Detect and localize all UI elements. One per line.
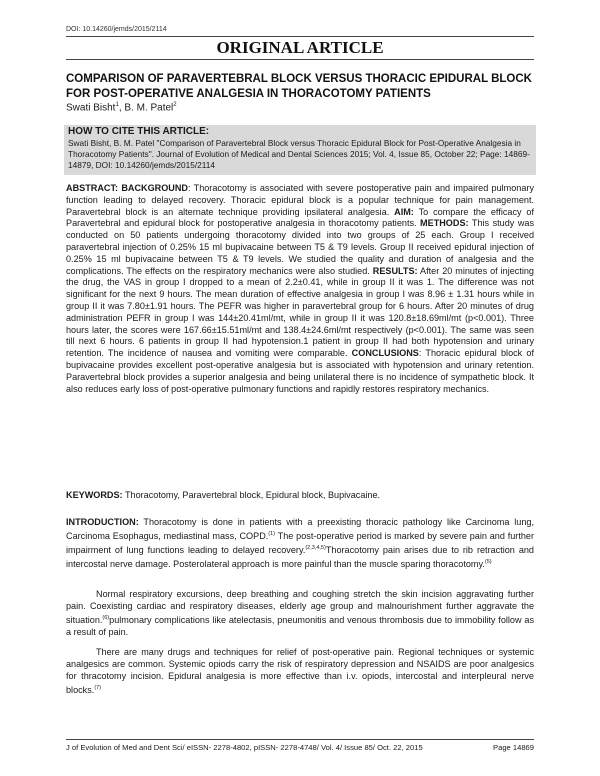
body-paragraph [66, 588, 534, 638]
reference-mark: (6) [102, 615, 110, 621]
author-separator: , [118, 102, 125, 114]
author-line [66, 102, 177, 113]
abstract-paragraph [66, 183, 534, 395]
intro-label: INTRODUCTION: [66, 517, 139, 527]
intro-paragraph [66, 516, 534, 570]
article-type-heading: ORIGINAL ARTICLE [216, 38, 384, 57]
methods-label: METHODS: [420, 218, 469, 229]
results-label: RESULTS: [372, 265, 418, 276]
title-rule [66, 59, 534, 60]
body-text: pulmonary complications like atelectasis, pneumonitis and venous thrombosis due to immobility follow as a result of pain. [66, 615, 534, 638]
reference-mark: (1) [268, 531, 276, 537]
author-name: B. M. Patel [124, 102, 174, 114]
citation-text: Swati Bisht, B. M. Patel "Comparison of Paravertebral Block versus Thoracic Epidural Block for Post-Operative Analgesia in Thoracotomy Patients". Journal of Evolution of Medical and Dental Sciences 2015; Vol. 4, Issue 85, October 22; Page: 14869-14879, DOI: 10.14260/jemds/2015/2114 [68, 138, 530, 170]
methods-text: This study was conducted on 50 patients undergoing thoracotomy divided into two groups of 25 each. Group I received paravertebral injection of 0.25% 15 ml bupivacaine between T5 & T9 levels. Group II received epidural injection of 0.25% 15 ml bupivacaine between T5 & T9 levels. We studied the quality and duration of analgesia and the complications. The effects on the respiratory mechanics were also studied. [66, 218, 534, 276]
intro-text: Thoracotomy is done in patients with a preexisting thoracic pathology like Carcinoma lung, Carcinoma Esophagus, mediastinal mass, COPD. [66, 517, 534, 542]
body-text: Normal respiratory excursions, deep breathing and coughing stretch the skin incision aggravating further pain. Coexisting cardiac and respiratory diseases, elderly age group and malnourishment further aggravate the situation. [66, 589, 534, 626]
conclusions-text: : Thoracic epidural block of bupivacaine provides excellent post-operative analgesia but is associated with hypotension and urinary retention. Paravertebral block provides a superior analgesia and being unilateral there is no incidence of sympathetic block. It also reduces early loss of post-operative pulmonary functions and rapidly restores respiratory mechanics. [66, 348, 534, 394]
author-name: Swati Bisht [66, 102, 116, 114]
doi-text: DOI: 10.14260/jemds/2015/2114 [66, 26, 167, 33]
affiliation-mark: 1 [115, 102, 119, 108]
keywords-text: Thoracotomy, Paravertebral block, Epidural block, Bupivacaine. [122, 490, 381, 500]
background-label: BACKGROUND [121, 183, 188, 193]
reference-mark: (2,3,4,5) [305, 545, 326, 552]
conclusions-label: CONCLUSIONS [351, 348, 419, 359]
body-paragraph [66, 646, 534, 696]
reference-mark: (7) [94, 685, 102, 691]
intro-text: Thoracotomy pain arises due to rib retraction and intercostal nerve damage. Posterolateral approach is more painful than the muscle sparing thoracotomy. [66, 545, 534, 570]
aim-text: To compare the efficacy of Paravertebral and epidural block for postoperative analgesia in thoracotomy patients. [66, 206, 535, 229]
page-number: Page 14869 [493, 743, 534, 752]
body-text: There are many drugs and techniques for relief of post-operative pain. Regional techniques or systemic analgesics are common. Systemic opiods carry the risk of respiratory depression and NSAIDS are poor analgesics for thracotomy incision. Epidural analgesia is more effective than i.v. opiods, intercostal and interpleural nerve blocks. [66, 647, 534, 696]
results-text: After 20 minutes of injecting the drug, the VAS in group I dropped to a mean of 2.2±0.41, while in group II it was 1. The difference was not significant for the next 9 hours. The mean duration of effective analgesia in group I was 8.96 ± 1.31 hours while in group II it was 7.80±1.91 hours. The PEFR was higher in paravertebral group for 6 hours. After 20 minutes of drug administration PEFR in group I was 144±20.41ml/mt, while in group II it was 120.8±18.69ml/mt (p<0.001). Three hours later, the scores were 167.66±15.51ml/mt and 138.4±24.6ml/mt respectively (p<0.001). The same was seen till next 6 hours. 6 patients in group II had hypotension.1 patient in group II had both hypotension and urinary retention. The incidence of nausea and vomiting were comparable. [66, 265, 534, 359]
intro-text: The post-operative period is marked by severe pain and further impairment of lung functions leading to delayed recovery. [66, 531, 534, 556]
background-text: : Thoracotomy is associated with severe postoperative pain and impaired pulmonary function leading to delayed recovery. Thoracic epidural block is a popular technique for pain management. Paravertebral block is an alternate technique providing ipsilateral analgesia. [66, 183, 534, 217]
keywords-line [66, 490, 534, 500]
keywords-label: KEYWORDS: [66, 490, 123, 500]
affiliation-mark: 2 [173, 102, 177, 108]
citation-heading: HOW TO CITE THIS ARTICLE: [68, 126, 210, 137]
footer-rule [66, 739, 534, 740]
header-rule [66, 36, 534, 37]
footer-journal: J of Evolution of Med and Dent Sci/ eISSN- 2278-4802, pISSN- 2278-4748/ Vol. 4/ Issue 85/ Oct. 22, 2015 [66, 743, 423, 752]
aim-label: AIM: [394, 206, 414, 217]
reference-mark: (5) [484, 559, 492, 566]
citation-box [64, 125, 536, 175]
abstract-label: ABSTRACT: [66, 183, 119, 193]
article-title: COMPARISON OF PARAVERTEBRAL BLOCK VERSUS THORACIC EPIDURAL BLOCK FOR POST-OPERATIVE ANALGESIA IN THORACOTOMY PATIENTS [66, 73, 532, 100]
